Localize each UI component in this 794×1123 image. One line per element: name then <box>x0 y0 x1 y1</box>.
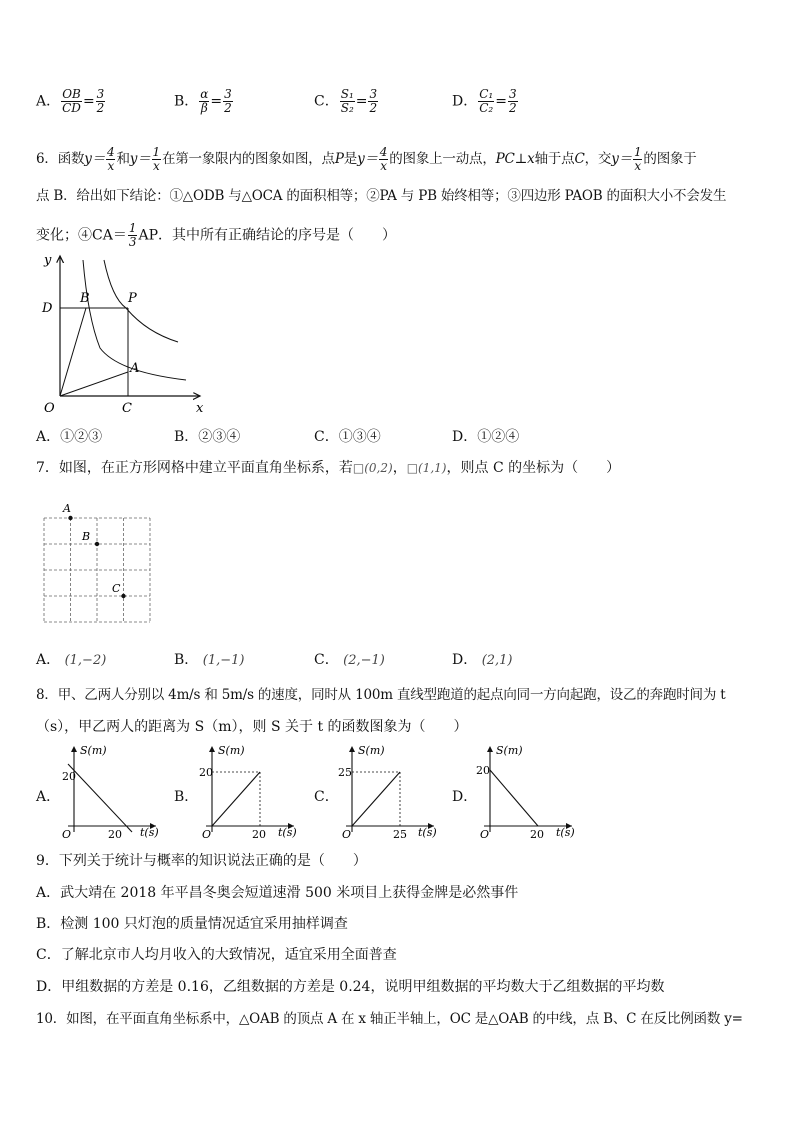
q7-grid-figure <box>36 500 156 630</box>
point-a <box>68 516 72 520</box>
q6-option-c: C．①③④ <box>314 429 381 445</box>
label-x: x <box>196 401 204 416</box>
q6-option-a: A．①②③ <box>36 429 103 445</box>
line-increasing <box>212 772 260 826</box>
svg-text:t(s): t(s) <box>278 826 297 839</box>
label-a: A <box>130 361 140 376</box>
label-y: y <box>44 253 52 268</box>
label-p: P <box>128 291 137 306</box>
q5-option-c: C． $\frac{\text{S₁}}{\text{S₂}}$ = $\frac{3}{2}$ <box>314 87 378 115</box>
q8-option-a-label: A． <box>36 789 61 805</box>
svg-text:20: 20 <box>476 764 490 777</box>
svg-text:20: 20 <box>530 828 544 840</box>
svg-text:20: 20 <box>199 766 213 779</box>
label-a: A <box>63 502 71 515</box>
svg-text:20: 20 <box>252 828 266 840</box>
q6-stem-line1: 6．函数y＝ $\frac{4}{x}$ 和y＝ $\frac{1}{x}$ 在第一象限内的图象如图，点P是y＝ $\frac{4}{x}$ 的图象上一动点，PC⊥x轴于点C，交y＝ $\frac{1}{x}$ 的图象于 <box>36 145 697 173</box>
q5-option-b: B． $\frac{\alpha}{\beta}$ = $\frac{3}{2}$ <box>174 87 232 115</box>
q7-stem: 7．如图，在正方形网格中建立平面直角坐标系，若□(0,2)，□(1,1)，则点 C 的坐标为（ ） <box>36 460 621 476</box>
svg-text:t(s): t(s) <box>556 826 575 839</box>
line-increasing <box>352 772 400 826</box>
q6-stem-line3: 变化；④CA＝ $\frac{1}{3}$ AP．其中所有正确结论的序号是（ ） <box>36 221 396 249</box>
point-b <box>95 542 99 546</box>
q9-option-d: D．甲组数据的方差是 0.16，乙组数据的方差是 0.24，说明甲组数据的平均数大于乙组数据的平均数 <box>36 979 665 995</box>
svg-text:25: 25 <box>338 766 352 779</box>
q8-stem-line2: （s），甲乙两人的距离为 S（m），则 S 关于 t 的函数图象为（ ） <box>36 719 468 735</box>
svg-text:25: 25 <box>393 828 407 840</box>
q8-option-c-label: C． <box>314 789 339 805</box>
q7-option-c: C． (2,−1) <box>314 652 385 668</box>
q6-option-b: B．②③④ <box>174 429 241 445</box>
q5-option-a: A． $\frac{OB}{CD}$ = $\frac{3}{2}$ <box>36 87 105 115</box>
svg-text:t(s): t(s) <box>418 826 437 839</box>
q5-option-d: D． $\frac{\text{C₁}}{\text{C₂}}$ = $\frac{3}{2}$ <box>452 87 517 115</box>
q9-option-b: B．检测 100 只灯泡的质量情况适宜采用抽样调查 <box>36 916 348 932</box>
q7-option-a: A． (1,−2) <box>36 652 107 668</box>
q8-option-b-label: B． <box>174 789 199 805</box>
q7-option-d: D． (2,1) <box>452 652 513 668</box>
line-decreasing <box>490 770 538 826</box>
svg-text:S(m): S(m) <box>218 744 245 757</box>
label-c: C <box>112 582 121 595</box>
svg-text:20: 20 <box>108 828 122 840</box>
q8-stem-line1: 8．甲、乙两人分别以 4m/s 和 5m/s 的速度，同时从 100m 直线型跑道的起点向同一方向起跑，设乙的奔跑时间为 t <box>36 687 726 703</box>
line-decreasing <box>68 764 132 832</box>
svg-text:S(m): S(m) <box>358 744 385 757</box>
q7-option-b: B． (1,−1) <box>174 652 245 668</box>
svg-text:20: 20 <box>62 770 76 783</box>
label-b: B <box>80 291 90 306</box>
q9-stem: 9．下列关于统计与概率的知识说法正确的是（ ） <box>36 853 367 869</box>
segment-oa <box>60 372 128 396</box>
svg-text:t(s): t(s) <box>140 826 159 839</box>
q9-option-c: C．了解北京市人均月收入的大致情况，适宜采用全面普查 <box>36 947 397 963</box>
svg-text:S(m): S(m) <box>80 744 107 757</box>
label-o: O <box>44 401 55 416</box>
svg-text:O: O <box>480 828 490 840</box>
q6-stem-line2: 点 B．给出如下结论：①△ODB 与△OCA 的面积相等；②PA 与 PB 始终相等；③四边形 PAOB 的面积大小不会发生 <box>36 188 727 204</box>
label-b: B <box>82 530 91 543</box>
dashed-grid <box>44 518 150 622</box>
segment-ob <box>60 308 86 396</box>
q10-stem: 10．如图，在平面直角坐标系中，△OAB 的顶点 A 在 x 轴正半轴上，OC 是△OAB 的中线，点 B、C 在反比例函数 y= <box>36 1011 743 1027</box>
q8-graph-d <box>474 742 578 840</box>
q8-option-d-label: D． <box>452 789 478 805</box>
q9-option-a: A．武大靖在 2018 年平昌冬奥会短道速滑 500 米项目上获得金牌是必然事件 <box>36 885 519 901</box>
q6-function-graph <box>36 250 206 420</box>
svg-text:S(m): S(m) <box>496 744 523 757</box>
q8-graph-b <box>196 742 300 840</box>
q8-graph-c <box>336 742 440 840</box>
label-c: C <box>122 401 132 416</box>
svg-text:O: O <box>62 828 72 840</box>
curve-4-over-x <box>104 260 178 342</box>
point-c <box>121 594 125 598</box>
svg-text:O: O <box>202 828 212 840</box>
q6-option-d: D．①②④ <box>452 429 520 445</box>
svg-text:O: O <box>342 828 352 840</box>
q8-graph-a <box>58 742 162 840</box>
label-d: D <box>42 301 53 316</box>
